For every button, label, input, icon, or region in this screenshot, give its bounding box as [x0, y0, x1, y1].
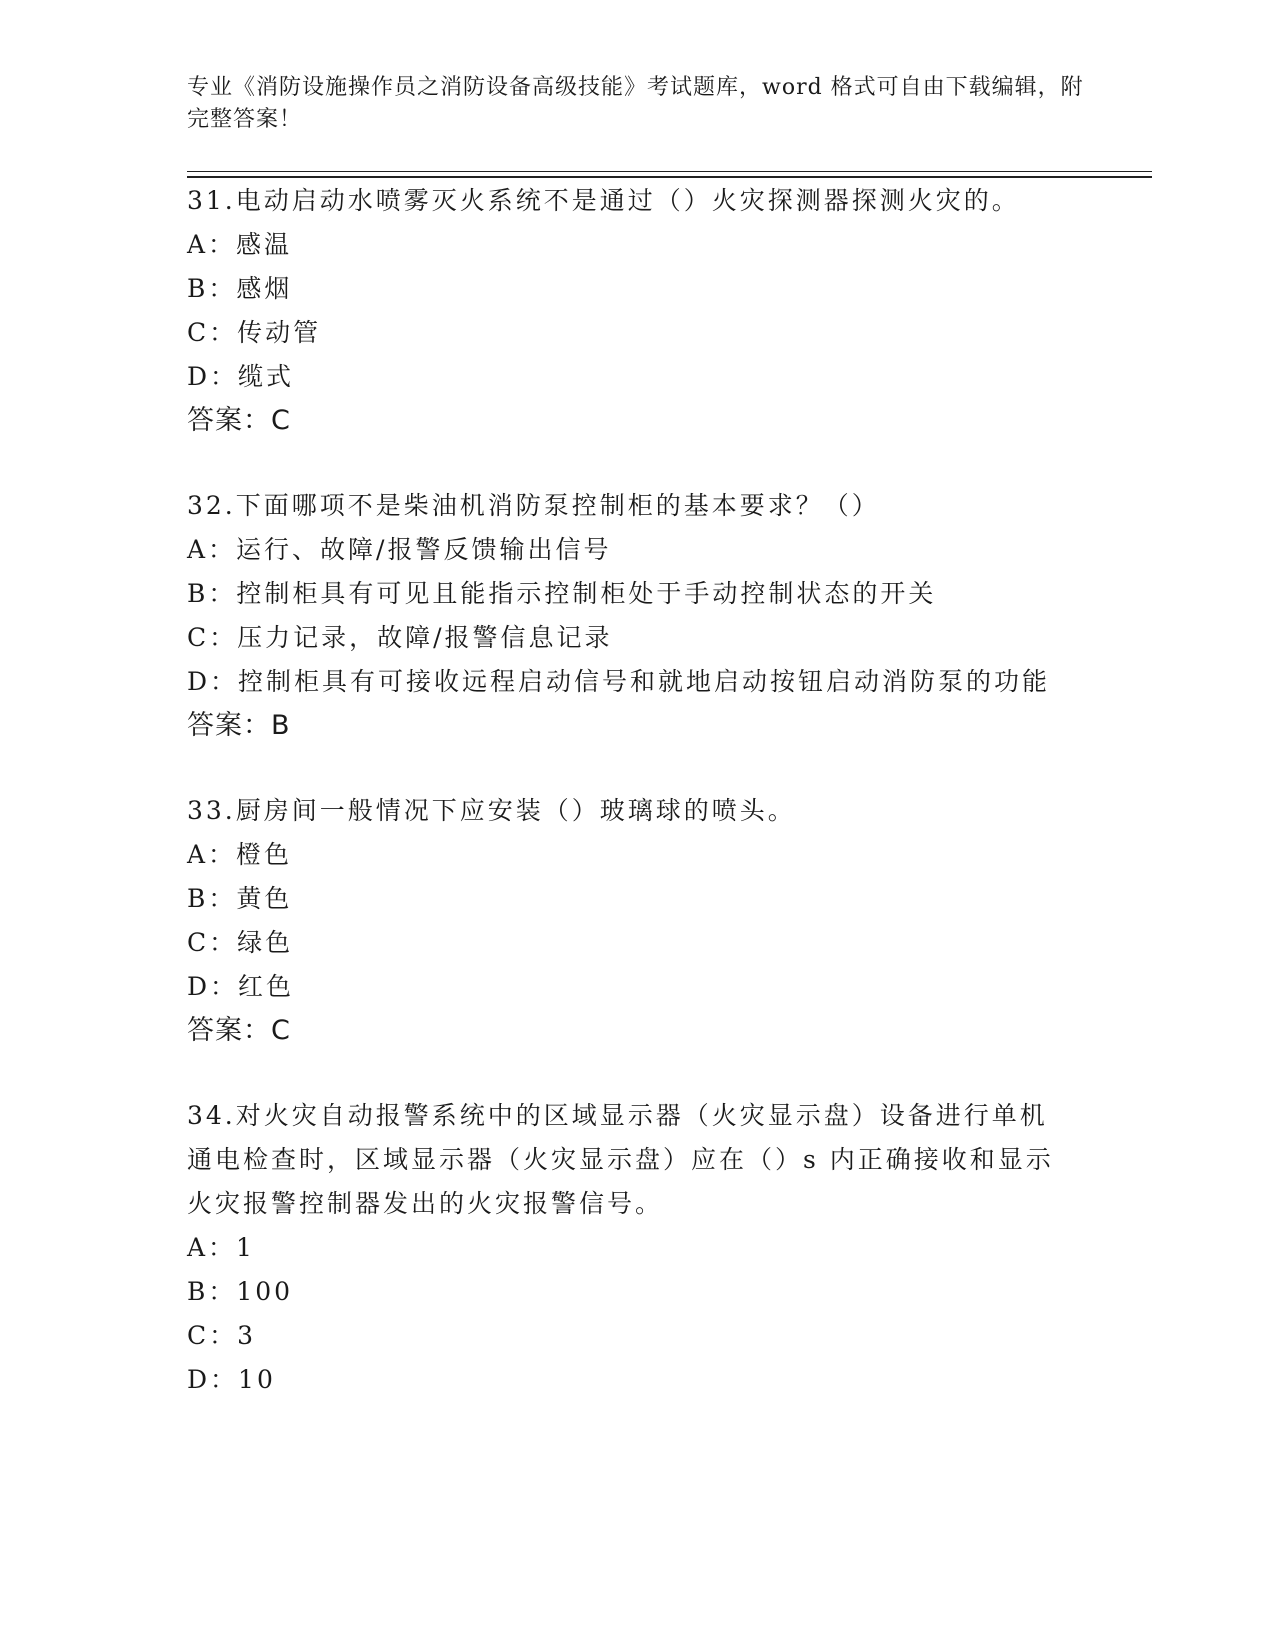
- answer-label: 答案：C: [187, 405, 291, 436]
- option-a: A：运行、故障/报警反馈输出信号: [187, 535, 612, 564]
- question-stem-line-2: 通电检查时，区域显示器（火灾显示盘）应在（）s 内正确接收和显示: [187, 1145, 1054, 1174]
- document-intro: 专业《消防设施操作员之消防设备高级技能》考试题库，word 格式可自由下载编辑，附完整答案！: [187, 75, 1084, 132]
- answer-label: 答案：B: [187, 710, 291, 741]
- header-rule-bottom: [187, 176, 1152, 178]
- question-stem-line-1: 34.对火灾自动报警系统中的区域显示器（火灾显示盘）设备进行单机: [187, 1101, 1048, 1130]
- option-c: C：3: [187, 1321, 257, 1350]
- option-d: D：控制柜具有可接收远程启动信号和就地启动按钮启动消防泵的功能: [187, 667, 1051, 696]
- option-b: B：黄色: [187, 884, 293, 913]
- option-a: A：1: [187, 1233, 255, 1262]
- option-c: C：压力记录，故障/报警信息记录: [187, 623, 613, 652]
- option-a: A：感温: [187, 230, 293, 259]
- answer-label: 答案：C: [187, 1015, 291, 1046]
- option-c: C：绿色: [187, 928, 294, 957]
- question-stem: 31.电动启动水喷雾灭火系统不是通过（）火灾探测器探测火灾的。: [187, 186, 1020, 215]
- option-c: C：传动管: [187, 318, 322, 347]
- option-b: B：感烟: [187, 274, 293, 303]
- option-b: B：控制柜具有可见且能指示控制柜处于手动控制状态的开关: [187, 579, 937, 608]
- option-a: A：橙色: [187, 840, 293, 869]
- question-stem: 32.下面哪项不是柴油机消防泵控制柜的基本要求？（）: [187, 491, 880, 520]
- option-b: B：100: [187, 1277, 294, 1306]
- question-stem-line-3: 火灾报警控制器发出的火灾报警信号。: [187, 1189, 664, 1218]
- option-d: D：红色: [187, 972, 295, 1001]
- question-stem: 33.厨房间一般情况下应安装（）玻璃球的喷头。: [187, 796, 796, 825]
- option-d: D：10: [187, 1365, 276, 1394]
- header-rule-top: [187, 171, 1152, 172]
- option-d: D：缆式: [187, 362, 295, 391]
